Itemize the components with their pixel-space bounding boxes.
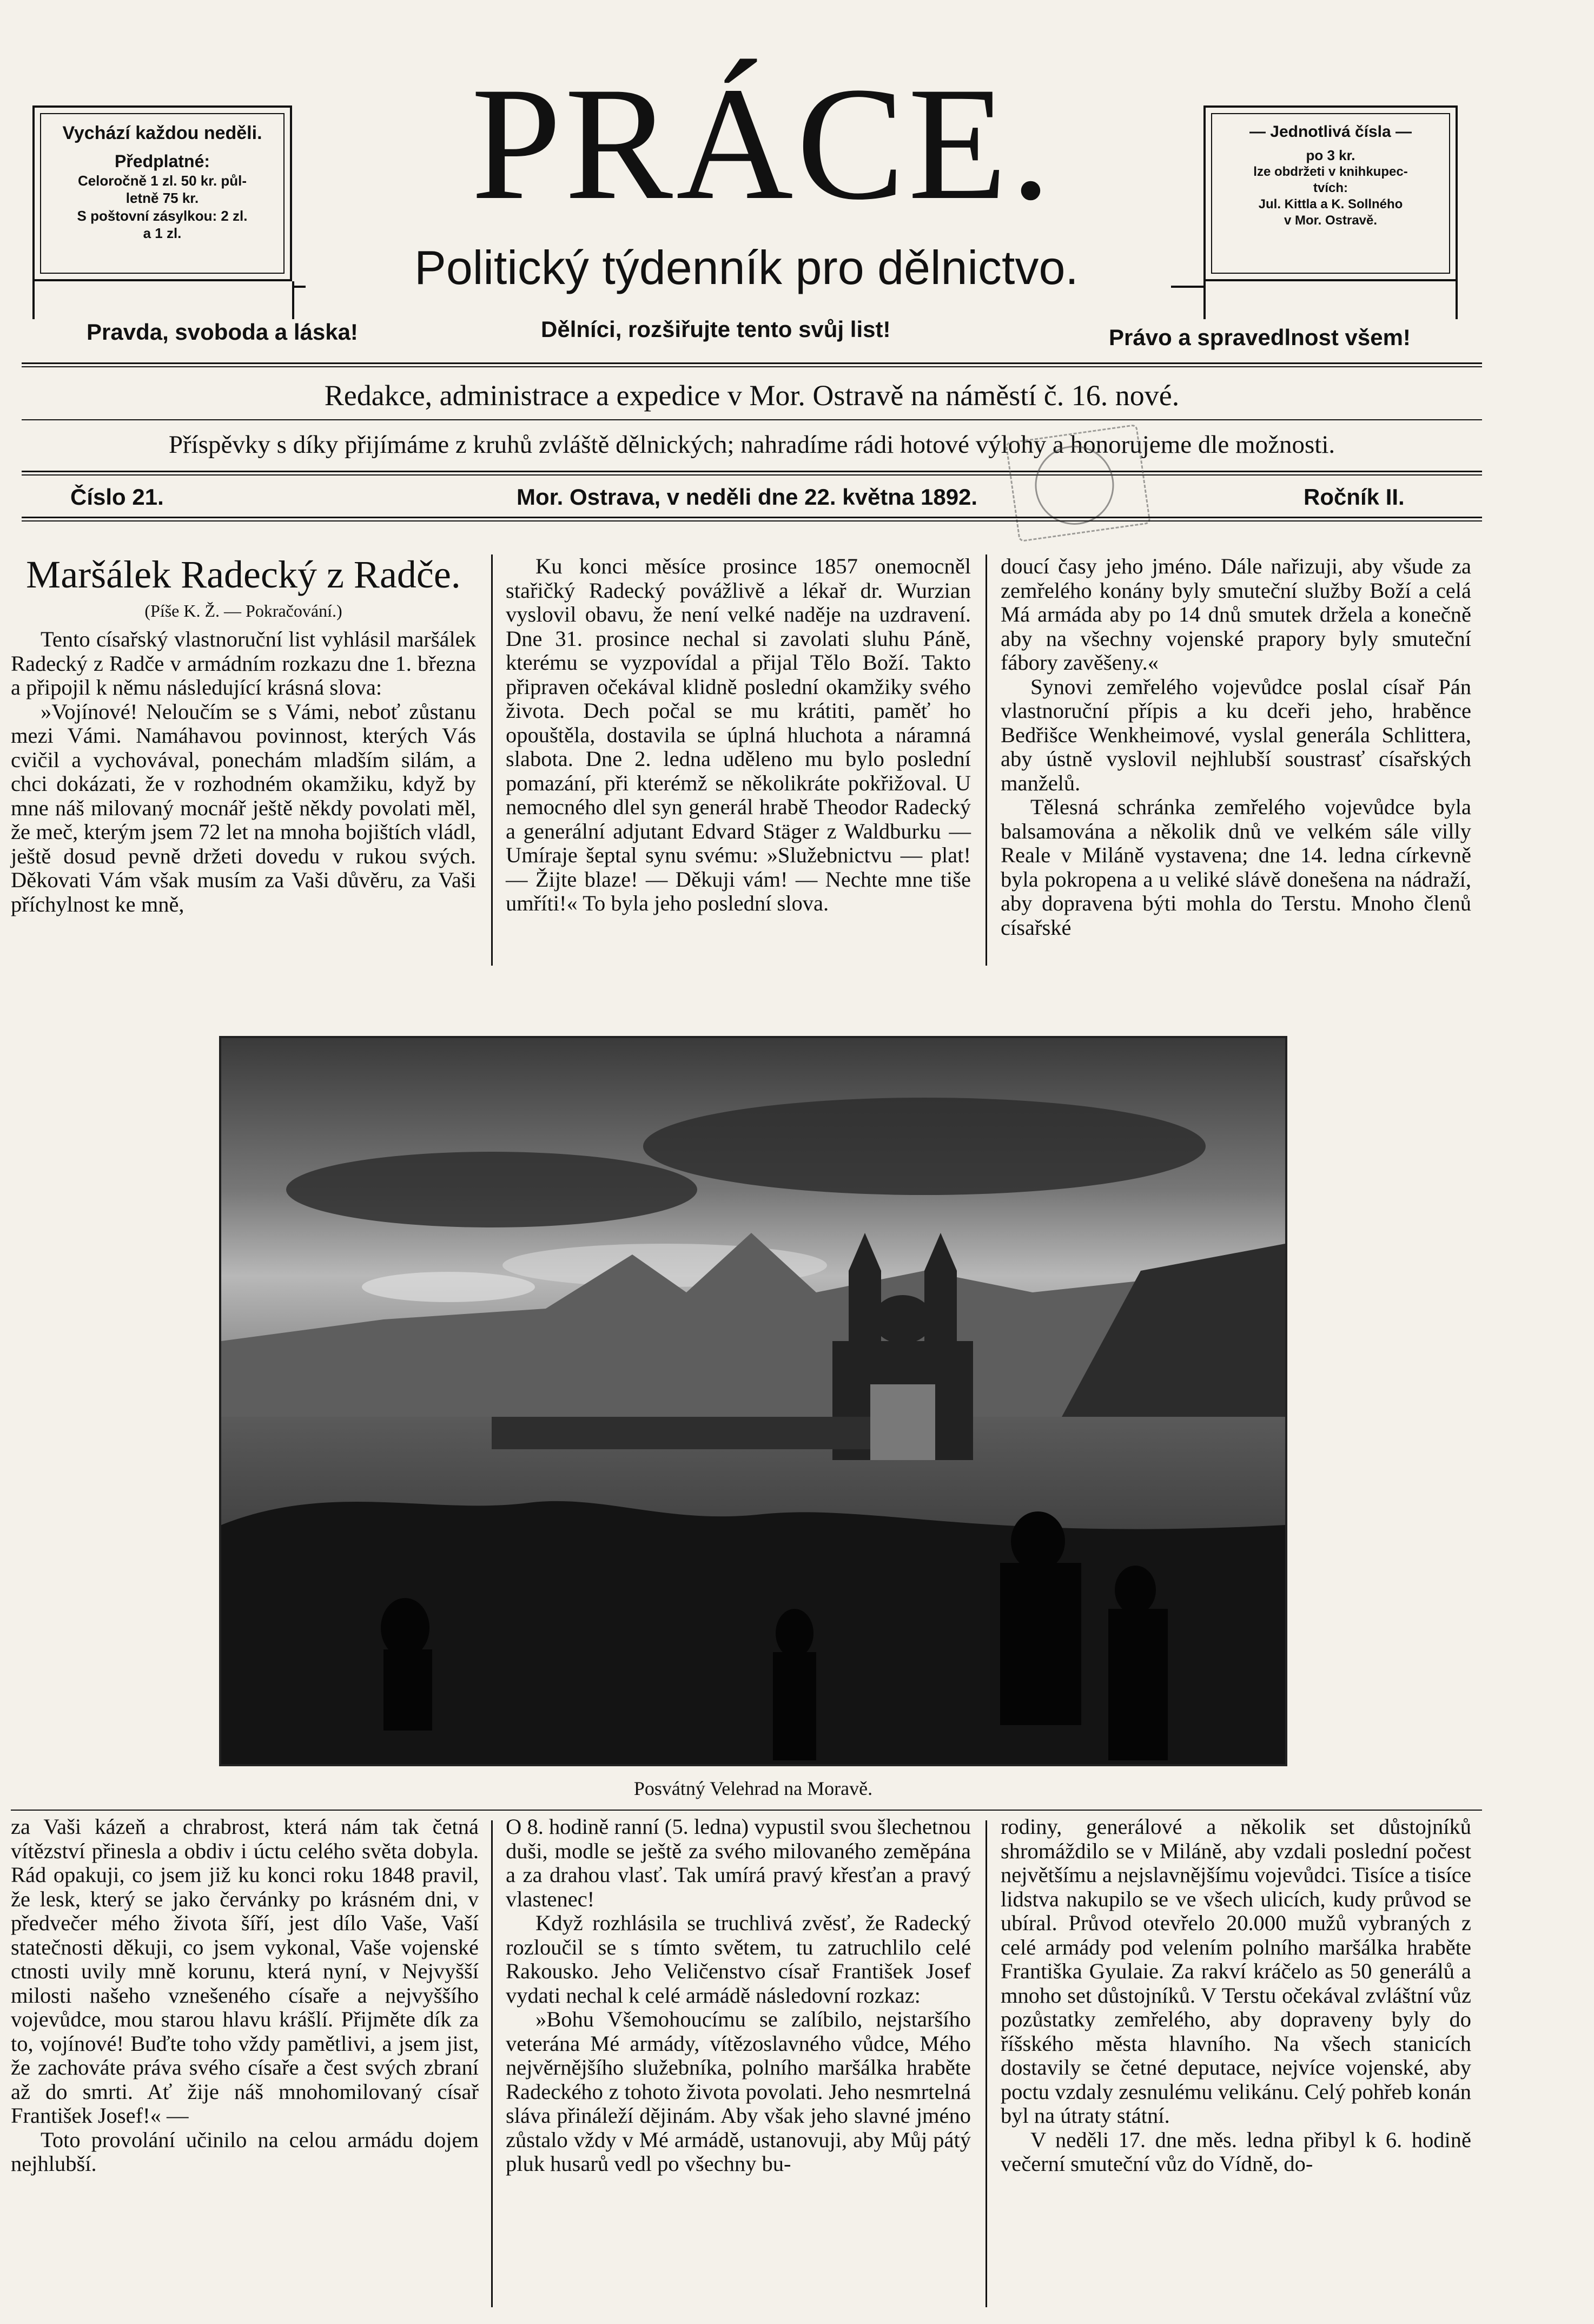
- paragraph: doucí časy jeho jméno. Dále nařizuji, aby všude za zemřelého konány byly smuteční služby Boží a celá Má armáda aby po 14 dnů smutek držela a konečně aby na všechny vojenské prapory byly smuteční fábory zavěšeny.«: [1001, 554, 1471, 675]
- column-divider: [985, 1820, 987, 2307]
- library-stamp: [1005, 424, 1150, 542]
- cloud: [286, 1152, 697, 1227]
- address-line: Redakce, administrace a expedice v Mor. Ostravě na náměstí č. 16. nové.: [324, 379, 1180, 412]
- box-line: — Jednotlivá čísla —: [1249, 123, 1412, 141]
- paragraph: rodiny, generálové a několik set důstojníků shromáždilo se v Miláně, aby vzdali poslední počest největšímu a nejslavnějšímu vojevůdci. Tisíce a tisíce lidstva nakupilo se ve všech ulicích, kudy průvod se ubíral. Průvod otevřelo 20.000 mužů vybraných z celé armády pod velením polního maršálka hraběte Františka Gyulaie. Za rakví kráčelo as 50 generálů a mnoho set důstojníků. V Terstu očekával zvláštní vůz pozůstatky zemřelého, aby dopraveny byly do říšského města hlavního. Na všech stanicích dostavily se četné deputace, nejvíce vojenské, aby poctu vzdaly zesnulému velikánu. Celý pohřeb konán byl na útraty státní.: [1001, 1814, 1471, 2128]
- rule: [22, 419, 1482, 420]
- motto-left: Pravda, svoboda a láska!: [87, 319, 358, 345]
- column-3-top: [1001, 554, 1471, 940]
- rule: [22, 362, 1482, 364]
- issue-number: Číslo 21.: [70, 484, 164, 510]
- masthead-tick: [1203, 281, 1206, 319]
- contributions-line: Příspěvky s díky přijímáme z kruhů zvláště dělnických; nahradíme rádi hotové výlohy a honorujeme dle možnosti.: [168, 431, 1335, 459]
- column-divider: [491, 554, 493, 966]
- paragraph: Toto provolání učinilo na celou armádu dojem nejhlubší.: [11, 2127, 479, 2176]
- cloud: [362, 1272, 535, 1302]
- rule: [22, 520, 1482, 521]
- box-line: a 1 zl.: [143, 225, 182, 241]
- paragraph: za Vaši kázeň a chrabrost, která nám tak četná vítězství přinesla a obdiv i úctu celého světa dobyla. Rád opakuji, co jsem již ku konci roku 1848 pravil, že lesk, který se jako červánky po krásném dni, v předvečer mého života šíří, jest dílo Vaše, Vaší statečnosti děkuji, co jsem vykonal, Vaše vojenské ctnosti uvily mně korunu, která nyní, v Nejvyšší milosti našeho vznešeného císaře a nejvyššího vojevůdce, mou starou hlavu krášlí. Přijměte dík za to, vojínové! Buďte toho vždy pamětlivi, a jsem jist, že zachováte práva svého císaře a čest svých zbraní až do smrti. Ať žije náš mnohomilovaný císař František Josef!« —: [11, 1814, 479, 2128]
- box-line: Jul. Kittla a K. Sollného: [1258, 197, 1403, 212]
- motto-center: Dělníci, rozšiřujte tento svůj list!: [541, 316, 891, 342]
- paragraph: V neděli 17. dne měs. ledna přibyl k 6. hodině večerní smuteční vůz do Vídně, do-: [1001, 2127, 1471, 2176]
- column-1-top: [11, 552, 476, 916]
- article-byline: (Píše K. Ž. — Pokračování.): [144, 601, 342, 620]
- column-2-top: [506, 554, 971, 916]
- masthead-tick: [32, 281, 35, 319]
- column-divider: [491, 1820, 493, 2307]
- engraving-scene: [221, 1038, 1285, 1764]
- column-2-bottom: [506, 1815, 971, 2176]
- box-line: letně 75 kr.: [125, 190, 199, 206]
- paragraph: Tento císařský vlastnoruční list vyhlásil maršálek Radecký z Radče v armádním rozkazu dne 1. března a připojil k němu následující krásná slova:: [11, 627, 476, 699]
- velehrad-illustration: [219, 1036, 1287, 1766]
- paragraph: O 8. hodině ranní (5. ledna) vypustil svou šlechetnou duši, modle se ještě za svého milovaného zeměpána a za drahou vlasť. Tak umírá pravý křesťan a pravý vlastenec!: [506, 1814, 971, 1911]
- volume: Ročník II.: [1304, 484, 1405, 510]
- dateline: Mor. Ostrava, v neděli dne 22. května 1892.: [517, 484, 978, 510]
- cloud: [643, 1098, 1206, 1195]
- masthead-tick: [1456, 281, 1458, 319]
- box-line: Předplatné:: [114, 151, 210, 171]
- rule: [22, 366, 1482, 367]
- subscription-box: [32, 105, 292, 281]
- rule: [11, 1810, 1482, 1811]
- column-divider: [985, 554, 987, 966]
- box-line: Celoročně 1 zl. 50 kr. půl-: [77, 172, 247, 189]
- paragraph: »Bohu Všemohoucímu se zalíbilo, nejstaršího veterána Mé armády, vítězoslavného vůdce, Mého nejvěrnějšího služebníka, polního maršálka hraběte Radeckého z tohoto života povolati. Jeho nesmrtelná sláva přináleží dějinám. Aby však jeho slavné jméno zůstalo vždy v Mé armádě, ustanovuji, aby Můj pátý pluk husarů vedl po všechny bu-: [506, 2007, 971, 2176]
- paragraph: Synovi zemřelého vojevůdce poslal císař Pán vlastnoruční přípis a ku dceři jeho, hraběnce Bedřišce Wenkheimové, vyslal generála Schlittera, aby ústně vyslovil nejhlubší soustrasť císařských manželů.: [1001, 674, 1471, 795]
- rule: [22, 474, 1482, 476]
- box-line: tvích:: [1313, 181, 1348, 195]
- masthead-subtitle: Politický týdenník pro dělnictvo.: [414, 241, 1079, 294]
- single-copy-box: [1203, 105, 1458, 281]
- paragraph: Tělesná schránka zemřelého vojevůdce byla balsamována a několik dnů ve velkém sále villy Reale v Miláně vystavena; dne 14. ledna církevně byla pokropena a u veliké slávě donešena na nádraží, aby dopravena býti mohla do Terstu. Mnoho členů císařské: [1001, 795, 1471, 940]
- box-line: S poštovní zásylkou: 2 zl.: [77, 207, 248, 224]
- paragraph: Ku konci měsíce prosince 1857 onemocněl stařičký Radecký povážlivě a lékař dr. Wurzian vyslovil obavu, že není velké naděje na uzdravení. Dne 31. prosince nechal si zavolati sluhu Páně, kterému se vyzpovídal a přijal Tělo Boží. Takto připraven očekával klidně poslední okamžiky svého života. Dech počal se mu krátiti, paměť ho opouštěla, dostavila se úplná hluchota a náramná slabota. Dne 2. ledna uděleno mu bylo poslední pomazání, při kterémž se několikráte pokřižoval. U nemocného dlel syn generál hrabě Theodor Radecký a generální adjutant Edvard Stäger z Waldburku — Umíraje šeptal synu svému: »Služebnictvu — plat! — Žijte blaze! — Děkuji vám! — Nechte mne tiše umříti!« To byla jeho poslední slova.: [506, 554, 971, 915]
- masthead-tick: [292, 281, 294, 319]
- box-line: Vychází každou neděli.: [62, 123, 262, 143]
- paragraph: Když rozhlásila se truchlivá zvěsť, že Radecký rozloučil se s tímto světem, tu zatruchlilo celé Rakousko. Jeho Veličenstvo císař František Josef vydati nechal k celé armádě následovní rozkaz:: [506, 1911, 971, 2008]
- subtitle-rule-right: [1171, 286, 1203, 288]
- village: [492, 1417, 870, 1449]
- column-3-bottom: [1001, 1815, 1471, 2176]
- column-1-bottom: [11, 1815, 479, 2176]
- article-title: Maršálek Radecký z Radče.: [26, 553, 461, 596]
- box-line: lze obdržeti v knihkupec-: [1253, 164, 1408, 179]
- box-line: po 3 kr.: [1306, 147, 1355, 163]
- masthead-title: PRÁCE.: [471, 54, 1054, 233]
- rule: [22, 471, 1482, 472]
- illustration-caption: Posvátný Velehrad na Moravě.: [633, 1778, 873, 1799]
- box-line: v Mor. Ostravě.: [1284, 213, 1378, 228]
- paragraph: »Vojínové! Neloučím se s Vámi, neboť zůstanu mezi Vámi. Namáhavou povinnost, kterých Vás cvičil a vychovával, ponechám mladším silám, a chci dokázati, že v rozhodném okamžiku, když by mne náš milovaný mocnář ještě někdy povolati měl, že meč, kterým jsem 72 let na mnoha bojištích vládl, ještě dosud pevně držeti dovedu v rukou svých. Děkovati Vám však musím za Vaši důvěru, za Vaši příchylnost ke mně,: [11, 699, 476, 916]
- motto-right: Právo a spravedlnost všem!: [1109, 325, 1411, 350]
- rule: [22, 517, 1482, 518]
